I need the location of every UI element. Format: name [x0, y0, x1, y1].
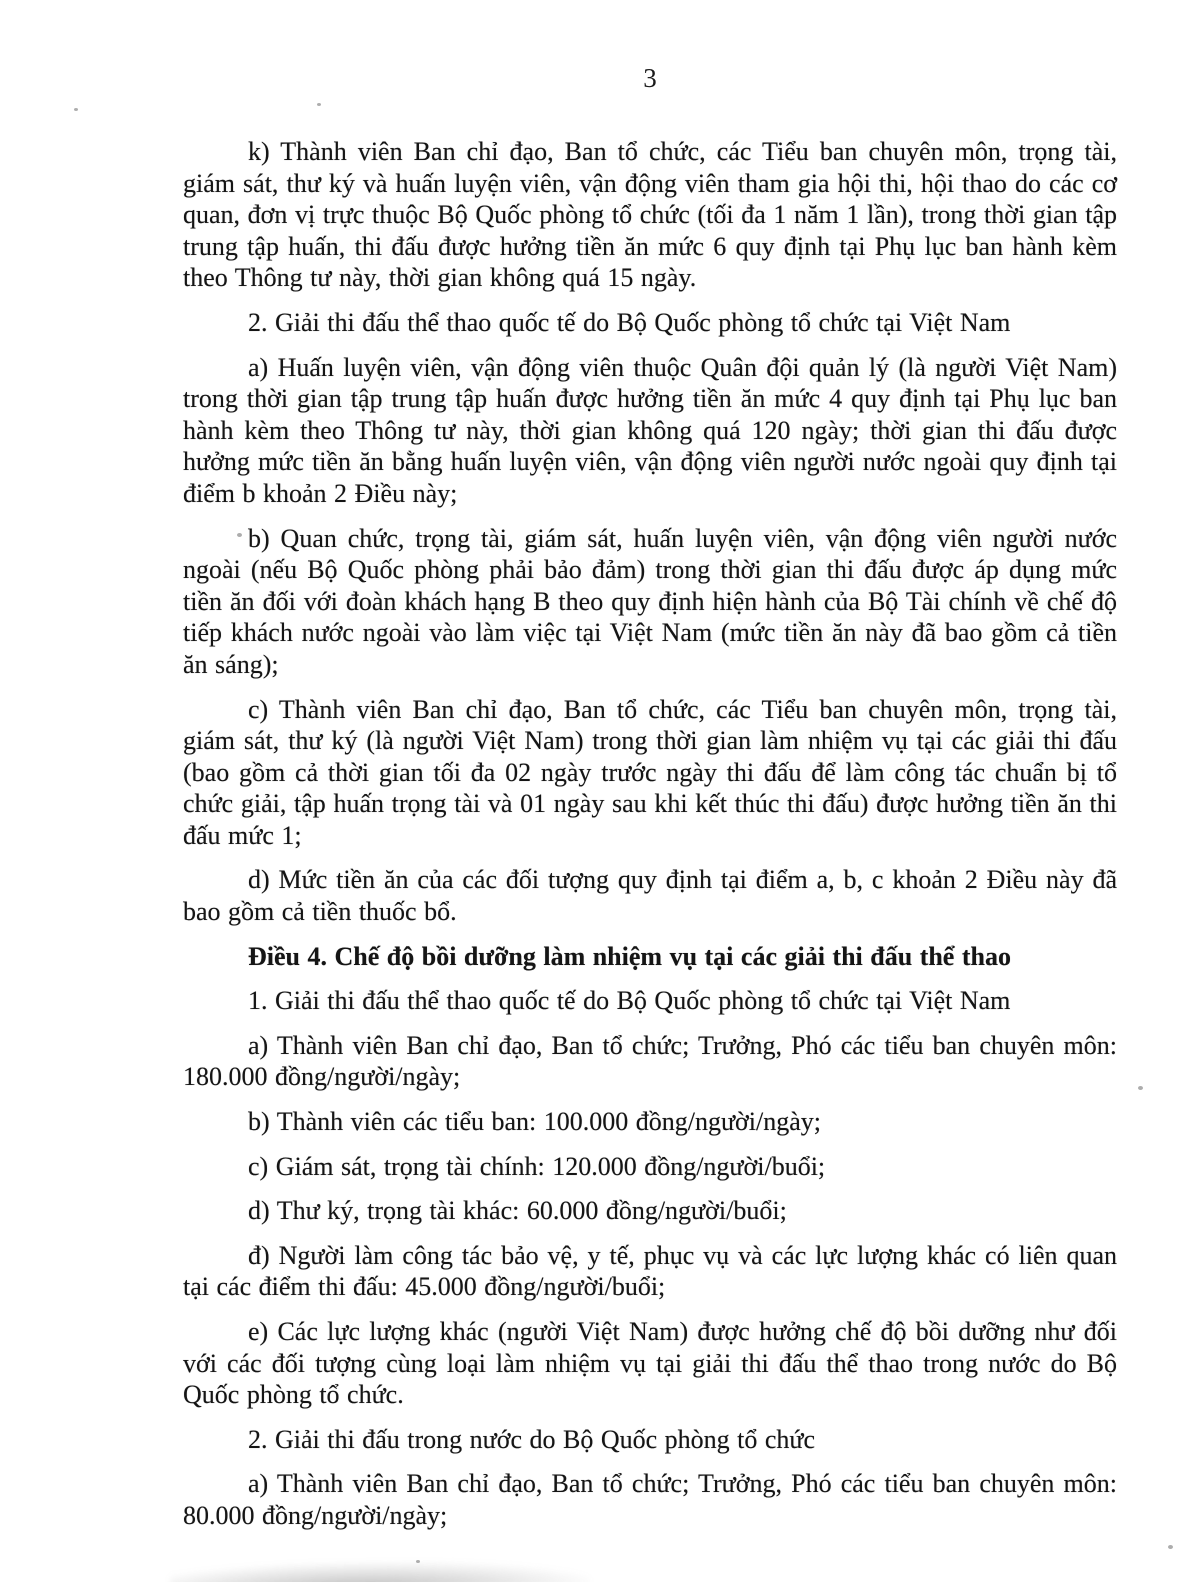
scan-speck: [1138, 1086, 1143, 1090]
page-number: 3: [643, 63, 657, 93]
paragraph-clause-1: 1. Giải thi đấu thể thao quốc tế do Bộ Quốc phòng tổ chức tại Việt Nam: [248, 986, 1011, 1016]
paragraph-point-c: c) Thành viên Ban chỉ đạo, Ban tổ chức, các Tiểu ban chuyên môn, trọng tài, giám sát, thư ký (là người Việt Nam) trong thời gian làm nhiệm vụ tại các giải thi đấu (bao gồm cả thời gian tối đa 02 ngày trước ngày thi đấu để làm công tác chuẩn bị tổ chức giải, tập huấn trọng tài và 01 ngày sau khi kết thúc thi đấu) được hưởng tiền ăn thi đấu mức 1;: [183, 694, 1117, 850]
paragraph-point-a: a) Huấn luyện viên, vận động viên thuộc Quân đội quản lý (là người Việt Nam) trong thời gian tập trung tập huấn được hưởng tiền ăn mức 4 quy định tại Phụ lục ban hành kèm theo Thông tư này, thời gian không quá 120 ngày; thời gian thi đấu được hưởng mức tiền ăn bằng huấn luyện viên, vận động viên người nước ngoài quy định tại điểm b khoản 2 Điều này;: [183, 352, 1117, 508]
scan-speck: [1168, 1545, 1173, 1549]
document-body: [183, 136, 1117, 1545]
paragraph-rate-a: a) Thành viên Ban chỉ đạo, Ban tổ chức; Trưởng, Phó các tiểu ban chuyên môn: 180.000 đồng/người/ngày;: [183, 1030, 1117, 1092]
paragraph-domestic-rate-a: a) Thành viên Ban chỉ đạo, Ban tổ chức; Trưởng, Phó các tiểu ban chuyên môn: 80.000 đồng/người/ngày;: [183, 1469, 1117, 1530]
paragraph-point-b: b) Quan chức, trọng tài, giám sát, huấn luyện viên, vận động viên người nước ngoài (nếu Bộ Quốc phòng phải bảo đảm) trong thời gian thi đấu được áp dụng mức tiền ăn đối với đoàn khách hạng B theo quy định hiện hành của Bộ Tài chính về chế độ tiếp khách nước ngoài vào làm việc tại Việt Nam (mức tiền ăn này đã bao gồm cả tiền ăn sáng);: [183, 523, 1117, 679]
article-4-heading: Điều 4. Chế độ bồi dưỡng làm nhiệm vụ tại các giải thi đấu thể thao: [248, 941, 1011, 971]
paragraph-rate-d: d) Thư ký, trọng tài khác: 60.000 đồng/người/buổi;: [248, 1196, 787, 1226]
scan-speck: [237, 533, 242, 537]
paragraph-point-k: k) Thành viên Ban chỉ đạo, Ban tổ chức, các Tiểu ban chuyên môn, trọng tài, giám sát, thư ký và huấn luyện viên, vận động viên tham gia hội thi, hội thao do các cơ quan, đơn vị trực thuộc Bộ Quốc phòng tổ chức (tối đa 1 năm 1 lần), trong thời gian tập trung tập huấn, thi đấu được hưởng tiền ăn mức 6 quy định tại Phụ lục ban hành kèm theo Thông tư này, thời gian không quá 15 ngày.: [183, 137, 1117, 293]
paragraph-rate-e: e) Các lực lượng khác (người Việt Nam) được hưởng chế độ bồi dưỡng như đối với các đối tượng cùng loại làm nhiệm vụ tại giải thi đấu thể thao trong nước do Bộ Quốc phòng tổ chức.: [183, 1317, 1117, 1410]
paragraph-rate-b: b) Thành viên các tiểu ban: 100.000 đồng/người/ngày;: [248, 1107, 822, 1137]
paragraph-clause-2-international: 2. Giải thi đấu thể thao quốc tế do Bộ Quốc phòng tổ chức tại Việt Nam: [248, 307, 1011, 337]
scan-speck: [317, 103, 321, 106]
scan-smudge: [170, 1558, 590, 1582]
paragraph-rate-dd: đ) Người làm công tác bảo vệ, y tế, phục vụ và các lực lượng khác có liên quan tại các điểm thi đấu: 45.000 đồng/người/buổi;: [183, 1240, 1117, 1302]
paragraph-rate-c: c) Giám sát, trọng tài chính: 120.000 đồng/người/buổi;: [248, 1151, 826, 1181]
paragraph-clause-2-domestic: 2. Giải thi đấu trong nước do Bộ Quốc phòng tổ chức: [248, 1424, 816, 1454]
scan-speck: [74, 108, 78, 111]
paragraph-point-d: d) Mức tiền ăn của các đối tượng quy định tại điểm a, b, c khoản 2 Điều này đã bao gồm cả tiền thuốc bổ.: [183, 865, 1117, 927]
